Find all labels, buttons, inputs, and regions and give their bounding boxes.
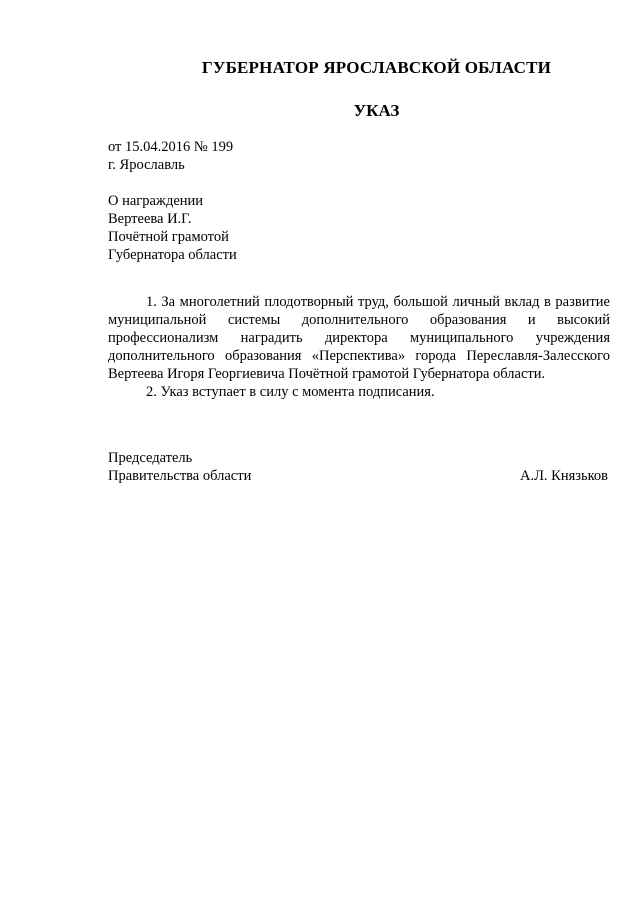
- document-body: [108, 293, 610, 401]
- signer-title-line-1: Председатель: [108, 450, 193, 466]
- subject-line-4: Губернатора области: [108, 247, 237, 263]
- signer-title-line-2: Правительства области: [108, 468, 252, 484]
- subject-line-1: О награждении: [108, 193, 204, 209]
- city: г. Ярославль: [108, 157, 185, 173]
- body-paragraph-2: 2. Указ вступает в силу с момента подписания.: [146, 384, 435, 400]
- subject-line-2: Вертеева И.Г.: [108, 211, 192, 227]
- document-type-heading: УКАЗ: [353, 101, 400, 120]
- date-number: от 15.04.2016 № 199: [108, 139, 234, 155]
- signer-name: А.Л. Князьков: [519, 468, 608, 484]
- subject-line-3: Почётной грамотой: [108, 229, 229, 245]
- body-paragraph-1: 1. За многолетний плодотворный труд, большой личный вклад в развитие муниципальной системы дополнительного образования и высокий профессионализм наградить директора муниципального учреждения дополнительного образования «Перспектива» города Переславля-Залесского Вертеева Игоря Георгиевича Почётной грамотой Губернатора области.: [108, 294, 610, 382]
- authority-heading: ГУБЕРНАТОР ЯРОСЛАВСКОЙ ОБЛАСТИ: [201, 58, 552, 77]
